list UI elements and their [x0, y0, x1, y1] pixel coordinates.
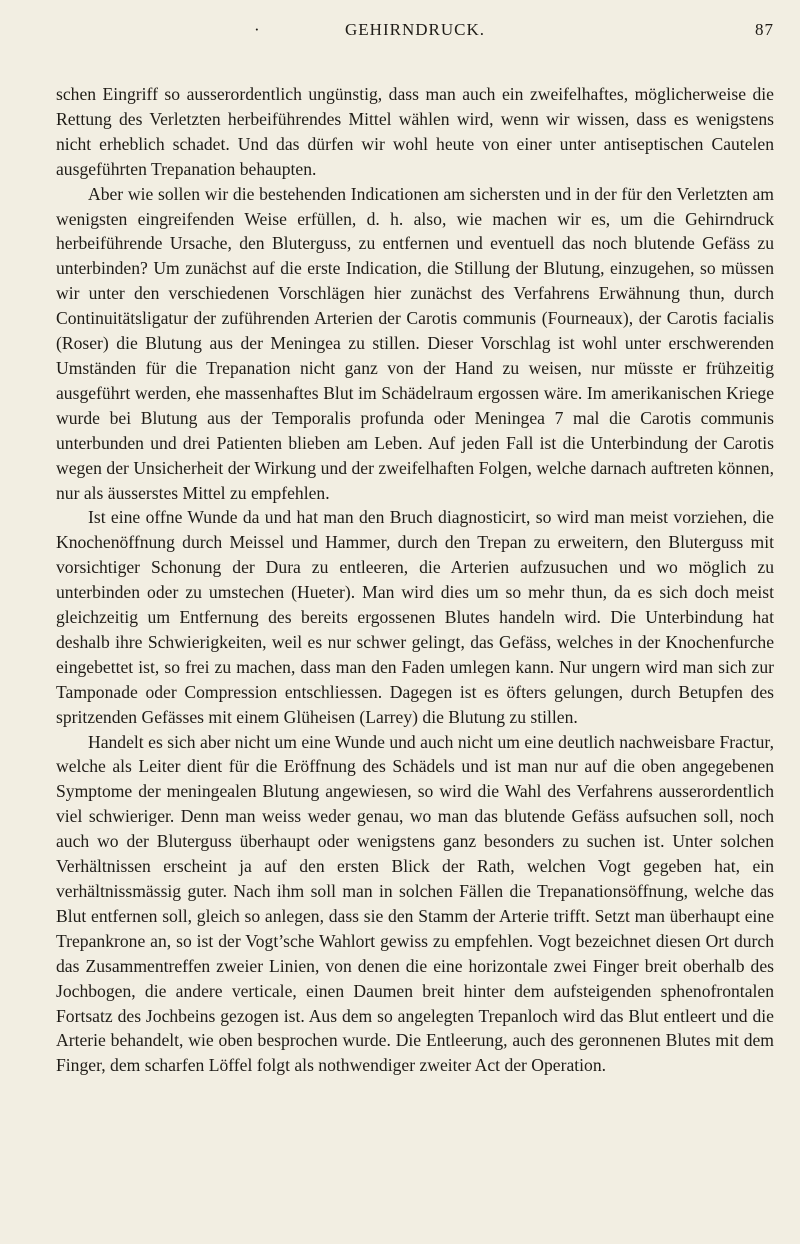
- paragraph: schen Eingriff so ausserordentlich ungünstig, dass man auch ein zweifelhaftes, möglicherweise die Rettung des Verletzten herbeiführendes Mittel wählen wird, wenn wir wissen, dass es wenigstens nicht erheblich schadet. Und das dürfen wir wohl heute von einer unter antiseptischen Cautelen ausgeführten Trepanation behaupten.: [56, 84, 774, 179]
- running-head: [56, 20, 774, 48]
- paragraph: Handelt es sich aber nicht um eine Wunde und auch nicht um eine deutlich nachweisbare Fractur, welche als Leiter dient für die Eröffnung des Schädels und ist man nur auf die oben angegebenen Symptome der meningealen Blutung angewiesen, so wird die Wahl des Verfahrens ausserordentlich viel schwieriger. Denn man weiss weder genau, wo man das blutende Gefäss aufsuchen soll, noch auch wo der Bluterguss überhaupt oder wenigstens ganz besonders zu suchen ist. Unter solchen Verhältnissen erscheint ja auf den ersten Blick der Rath, welchen Vogt gegeben hat, ein verhältnissmässig guter. Nach ihm soll man in solchen Fällen die Trepanationsöffnung, welche das Blut entfernen soll, gleich so anlegen, dass sie den Stamm der Arterie trifft. Setzt man überhaupt eine Trepankrone an, so ist der Vogt’sche Wahlort gewiss zu empfehlen. Vogt bezeichnet diesen Ort durch das Zusammentreffen zweier Linien, von denen die eine horizontale zwei Finger breit oberhalb des Jochbogen, die andere verticale, einen Daumen breit hinter dem aufsteigenden sphenofrontalen Fortsatz des Jochbeins gezogen ist. Aus dem so angelegten Trepanloch wird das Blut entleert und die Arterie behandelt, wie oben besprochen wurde. Die Entleerung, auch des geronnenen Blutes mit dem Finger, dem scharfen Löffel folgt als nothwendiger zweiter Act der Operation.: [56, 731, 774, 1076]
- body-text: [56, 82, 774, 1078]
- header-mark: ·: [254, 20, 261, 39]
- page-number: 87: [755, 20, 774, 39]
- page-title: GEHIRNDRUCK.: [345, 20, 485, 39]
- paragraph: Ist eine offne Wunde da und hat man den Bruch diagnosticirt, so wird man meist vorziehen, die Knochenöffnung durch Meissel und Hammer, durch den Trepan zu erweitern, den Bluterguss mit vorsichtiger Schonung der Dura zu entleeren, die Arterien aufzusuchen und wo möglich zu unterbinden oder zu umstechen (Hueter). Man wird dies um so mehr thun, da es sich doch meist gleichzeitig um Entfernung des bereits ergossenen Blutes handeln wird. Die Unterbindung hat deshalb ihre Schwierigkeiten, weil es nur schwer gelingt, das Gefäss, welches in der Knochenfurche eingebettet ist, so frei zu machen, dass man den Faden umlegen kann. Nur ungern wird man sich zur Tamponade oder Compression entschliessen. Dagegen ist es öfters gelungen, durch Betupfen des spritzenden Gefässes mit einem Glüheisen (Larrey) die Blutung zu stillen.: [56, 507, 774, 727]
- paragraph: Aber wie sollen wir die bestehenden Indicationen am sichersten und in der für den Verletzten am wenigsten eingreifenden Weise erfüllen, d. h. also, wie machen wir es, um die Gehirndruck herbeiführende Ursache, den Bluterguss, zu entfernen und eventuell das noch blutende Gefäss zu unterbinden? Um zunächst auf die erste Indication, die Stillung der Blutung, einzugehen, so müssen wir unter den verschiedenen Vorschlägen hier zunächst des Verfahrens Erwähnung thun, durch Continuitätsligatur der zuführenden Arterien der Carotis communis (Fourneaux), der Carotis facialis (Roser) die Blutung aus der Meningea zu stillen. Dieser Vorschlag ist wohl unter erschwerenden Umständen für die Trepanation nicht ganz von der Hand zu weisen, nur müsste er frühzeitig ausgeführt werden, ehe massenhaftes Blut im Schädelraum ergossen wäre. Im amerikanischen Kriege wurde bei Blutung aus der Temporalis profunda oder Meningea 7 mal die Carotis communis unterbunden und drei Patienten blieben am Leben. Auf jeden Fall ist die Unterbindung der Carotis wegen der Unsicherheit der Wirkung und der zweifelhaften Folgen, welche darnach auftreten können, nur als äusserstes Mittel zu empfehlen.: [56, 183, 774, 503]
